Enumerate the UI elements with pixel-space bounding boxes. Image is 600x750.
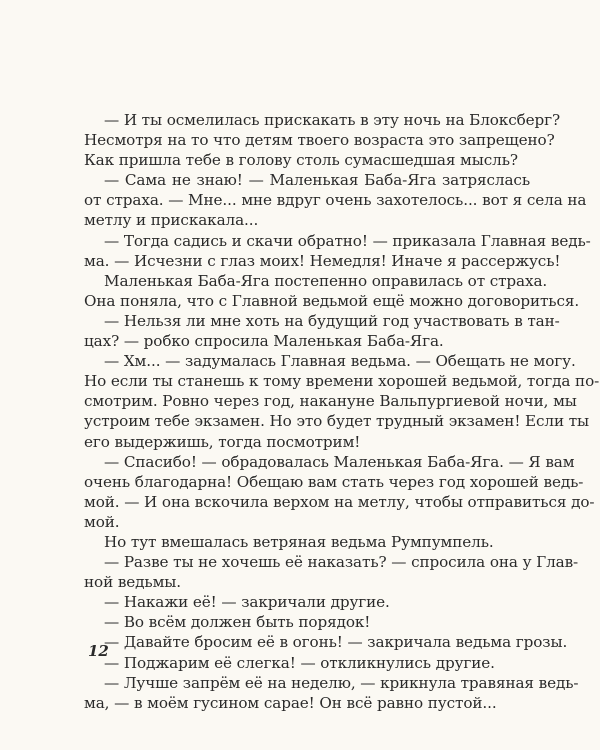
text-line: — Давайте бросим её в огонь! — закричала ведьма грозы. (104, 633, 568, 652)
text-line: ма, — в моём гусином сарае! Он всё равно пустой... (84, 693, 497, 712)
text-line: — Нельзя ли мне хоть на будущий год участвовать в тан- (104, 311, 560, 330)
text-line: ной ведьмы. (84, 573, 182, 592)
text-line: — Накажи её! — закричали другие. (104, 593, 390, 612)
text-line: — Тогда садись и скачи обратно! — приказала Главная ведь- (104, 231, 591, 250)
text-line: устроим тебе экзамен. Но это будет трудный экзамен! Если ты (84, 412, 590, 431)
text-line: ма. — Исчезни с глаз моих! Немедля! Иначе я рассержусь! (84, 251, 561, 270)
text-line: метлу и прискакала... (84, 211, 259, 230)
text-line: — Спасибо! — обрадовалась Маленькая Баба-Яга. — Я вам (104, 452, 575, 471)
text-line: очень благодарна! Обещаю вам стать через год хорошей ведь- (84, 472, 584, 491)
text-line: Но тут вмешалась ветряная ведьма Румпумпель. (104, 532, 494, 551)
text-line: Как пришла тебе в голову столь сумасшедшая мысль? (84, 151, 518, 170)
text-line: — Во всём должен быть порядок! (104, 613, 371, 632)
text-line: — Сама не знаю! — Маленькая Баба-Яга затряслась (104, 171, 530, 190)
text-line: — И ты осмелилась прискакать в эту ночь на Блоксберг? (104, 111, 561, 129)
text-line: мой. — И она вскочила верхом на метлу, чтобы отправиться до- (84, 492, 595, 511)
text-line: от страха. — Мне... мне вдруг очень захотелось... вот я села на (84, 191, 587, 210)
page-number: 12 (88, 642, 109, 660)
text-line: — Хм... — задумалась Главная ведьма. — Обещать не могу. (104, 352, 576, 371)
text-line: — Лучше запрём её на неделю, — крикнула травяная ведь- (104, 673, 579, 692)
text-line: Маленькая Баба-Яга постепенно оправилась от страха. (104, 271, 548, 290)
text-line: мой. (84, 512, 120, 531)
text-line: — Разве ты не хочешь её наказать? — спросила она у Глав- (104, 553, 579, 572)
text-line: смотрим. Ровно через год, накануне Вальпургиевой ночи, мы (84, 392, 577, 411)
text-line: Но если ты станешь к тому времени хорошей ведьмой, тогда по- (84, 372, 600, 391)
body-text (84, 110, 600, 713)
text-line: Несмотря на то что детям твоего возраста это запрещено? (84, 131, 555, 150)
text-line: цах? — робко спросила Маленькая Баба-Яга. (84, 332, 444, 351)
text-line: — Поджарим её слегка! — откликнулись другие. (104, 653, 495, 672)
text-line: его выдержишь, тогда посмотрим! (84, 432, 361, 451)
text-line: Она поняла, что с Главной ведьмой ещё можно договориться. (84, 291, 580, 310)
